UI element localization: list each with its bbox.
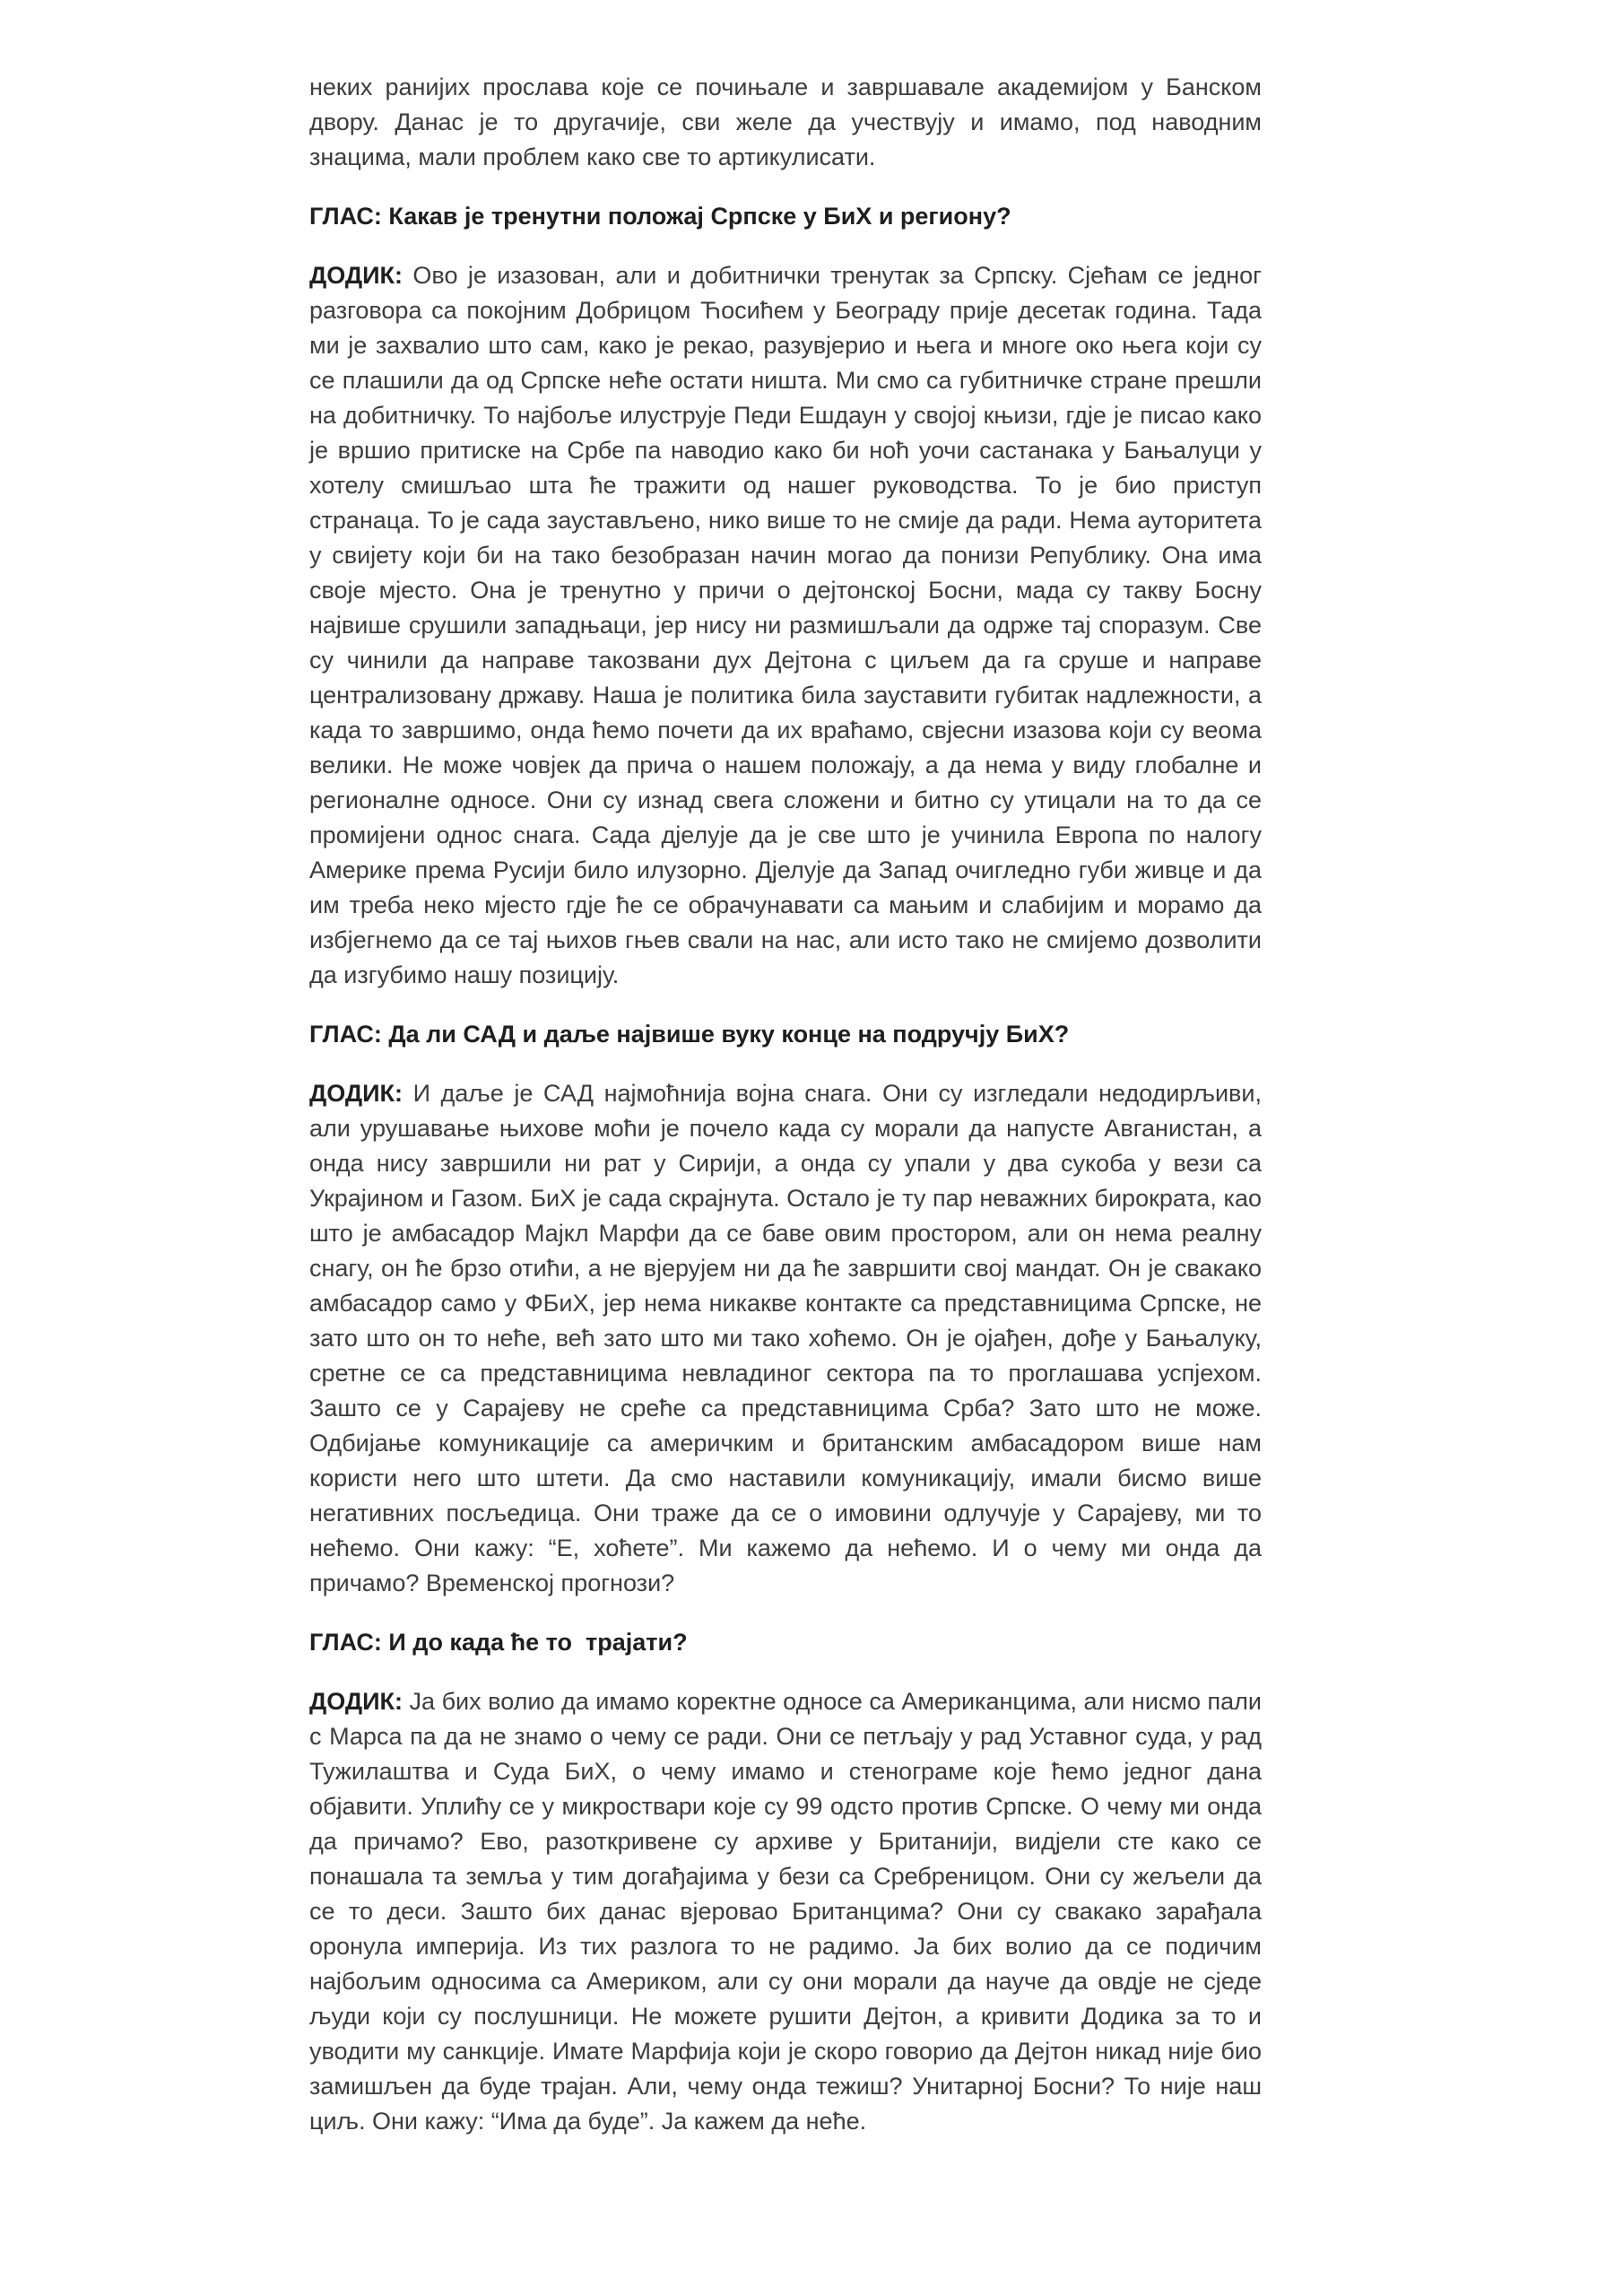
speaker-label-dodik-2: ДОДИК: xyxy=(309,1080,403,1107)
question-heading-1: ГЛАС: Какав је тренутни положај Српске у БиХ и региону? xyxy=(309,203,1011,230)
interview-transcript xyxy=(309,70,1262,2139)
answer-text-1: Ово је изазован, али и добитнички тренутак за Српску. Сјећам се једног разговора са покојним Добрицом Ћосићем у Београду прије десетак година. Тада ми је захвалио што сам, како је рекао, разувјерио и њега и многе око њега који су се плашили да од Српске неће остати ништа. Ми смо са губитничке стране прешли на добитничку. То најбоље илуструје Педи Ешдаун у својој књизи, гдје је писао како је вршио притиске на Србе па наводио како би ноћ уочи састанака у Бањалуци у хотелу смишљао шта ће тражити од нашег руководства. То је био приступ странаца. То је сада заустављено, нико више то не смије да ради. Нема ауторитета у свијету који би на тако безобразан начин могао да понизи Републику. Она има своје мјесто. Она је тренутно у причи о дејтонској Босни, мада су такву Босну највише срушили западњаци, јер нису ни размишљали да одрже тај споразум. Све су чинили да направе такозвани дух Дејтона с циљем да га сруше и направе централизовану државу. Наша је политика била зауставити губитак надлежности, а када то завршимо, онда ћемо почети да их враћамо, свјесни изазова који су веома велики. Не може човјек да прича о нашем положају, а да нема у виду глобалне и регионалне односе. Они су изнад свега сложени и битно су утицали на то да се промијени однос снага. Сада дјелује да је све што је учинила Европа по налогу Америке према Русији било илузорно. Дјелује да Запад очигледно губи живце и да им треба неко мјесто гдје ће се обрачунавати са мањим и слабијим и морамо да избјегнемо да се тај њихов гњев свали на нас, али исто тако не смијемо дозволити да изгубимо нашу позицију. xyxy=(309,262,1262,988)
answer-paragraph-1 xyxy=(309,258,1262,993)
document-page xyxy=(309,70,1262,2163)
speaker-label-dodik-3: ДОДИК: xyxy=(309,1688,403,1715)
answer-text-2: И даље је САД најмоћнија војна снага. Они су изгледали недодирљиви, али урушавање њихове моћи је почело када су морали да напусте Авганистан, а онда нису завршили ни рат у Сирији, а онда су упали у два сукоба у вези са Украјином и Газом. БиХ је сада скрајнута. Остало је ту пар неважних бирократа, као што је амбасадор Мајкл Марфи да се баве овим простором, али он нема реалну снагу, он ће брзо отићи, а не вјерујем ни да ће завршити свој мандат. Он је свакако амбасадор само у ФБиХ, јер нема никакве контакте са представницима Српске, не зато што он то неће, већ зато што ми тако хоћемо. Он је ојађен, дође у Бањалуку, сретне се са представницима невладиног сектора па то проглашава успјехом. Зашто се у Сарајеву не среће са представницима Срба? Зато што не може. Одбијање комуникације са америчким и британским амбасадором више нам користи него што штети. Да смо наставили комуникацију, имали бисмо више негативних посљедица. Они траже да се о имовини одлучује у Сарајеву, ми то нећемо. Они кажу: “Е, хоћете”. Ми кажемо да нећемо. И о чему ми онда да причамо? Временској прогнози? xyxy=(309,1080,1262,1596)
question-heading-2: ГЛАС: Да ли САД и даље највише вуку конце на подручју БиХ? xyxy=(309,1021,1070,1048)
question-heading-3: ГЛАС: И до када ће то трајати? xyxy=(309,1629,688,1656)
answer-paragraph-3 xyxy=(309,1684,1262,2139)
answer-paragraph-2 xyxy=(309,1076,1262,1601)
continued-answer-paragraph: неких ранијих прослава које се почињале и завршавале академијом у Банском двору. Данас је то другачије, сви желе да учествују и имамо, под наводним знацима, мали проблем како све то артикулисати. xyxy=(309,74,1262,170)
speaker-label-dodik-1: ДОДИК: xyxy=(309,262,403,289)
answer-text-3: Ја бих волио да имамо коректне односе са Американцима, али нисмо пали с Марса па да не знамо о чему се ради. Они се петљају у рад Уставног суда, у рад Тужилаштва и Суда БиХ, о чему имамо и стенограме које ћемо једног дана објавити. Уплићу се у микроствари које су 99 одсто против Српске. О чему ми онда да причамо? Ево, разоткривене су архиве у Британији, видјели сте како се понашала та земља у тим догађајима у бези са Сребреницом. Они су жељели да се то деси. Зашто бих данас вјеровао Британцима? Они су свакако зарађала оронула империја. Из тих разлога то не радимо. Ја бих волио да се подичим најбољим односима са Америком, али су они морали да науче да овдје не сједе људи који су послушници. Не можете рушити Дејтон, а кривити Додика за то и уводити му санкције. Имате Марфија који је скоро говорио да Дејтон никад није био замишљен да буде трајан. Али, чему онда тежиш? Унитарној Босни? То није наш циљ. Они кажу: “Има да буде”. Ја кажем да неће. xyxy=(309,1688,1262,2135)
